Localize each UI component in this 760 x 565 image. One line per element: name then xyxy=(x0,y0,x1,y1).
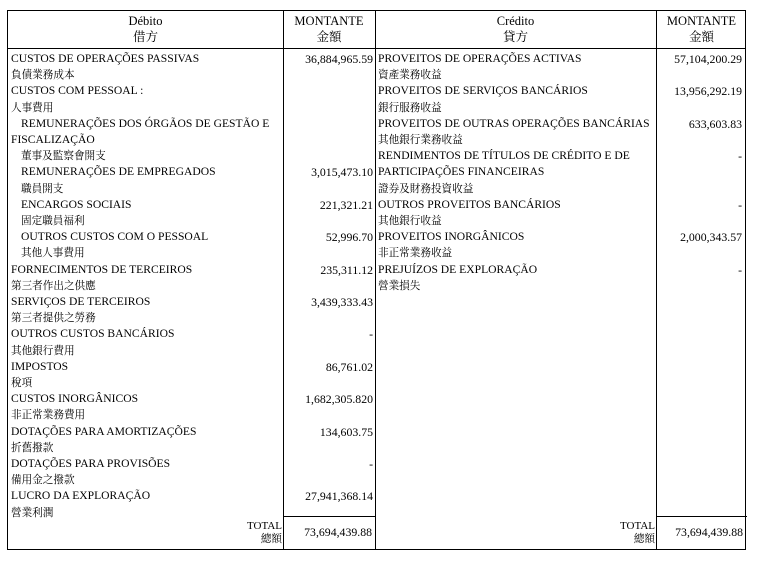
debit-item-label: CUSTOS COM PESSOAL : xyxy=(11,84,144,98)
debit-amount-header: MONTANTE 金額 xyxy=(294,14,364,44)
debit-item-label: CUSTOS INORGÂNICOS xyxy=(11,392,139,406)
debit-total-label: TOTAL 總額 xyxy=(247,520,282,545)
debit-item-label: CUSTOS DE OPERAÇÕES PASSIVAS xyxy=(11,52,200,65)
debit-item-label-zh: 第三者提供之勞務 xyxy=(11,312,96,325)
total-rule xyxy=(656,516,747,517)
debit-item-label: DOTAÇÕES PARA AMORTIZAÇÕES xyxy=(11,424,197,438)
debit-item-label-cont: FISCALIZAÇÃO xyxy=(11,133,95,146)
credit-item-label-zh: 資產業務收益 xyxy=(378,69,442,82)
debit-item-amount: - xyxy=(369,327,373,342)
credit-item-label-zh: 銀行服務收益 xyxy=(378,101,442,114)
debit-item-label-zh: 董事及監察會開支 xyxy=(21,150,106,163)
debit-item-amount: 27,941,368.14 xyxy=(305,489,373,504)
credit-item-label: PROVEITOS DE OUTRAS OPERAÇÕES BANCÁRIAS xyxy=(378,116,650,130)
header-divider xyxy=(8,48,745,49)
credit-total-amount: 73,694,439.88 xyxy=(675,525,743,539)
debit-item-amount: 1,682,305.820 xyxy=(305,392,373,407)
debit-item-amount: 134,603.75 xyxy=(319,424,373,439)
debit-item-label-zh: 職員開支 xyxy=(21,182,64,195)
debit-item-label-zh: 第三者作出之供應 xyxy=(11,279,96,292)
debit-item-amount: 3,015,473.10 xyxy=(311,165,373,180)
credit-item-label-cont: PARTICIPAÇÕES FINANCEIRAS xyxy=(378,165,545,179)
debit-item-amount: 3,439,333.43 xyxy=(311,295,373,309)
financial-statement-table xyxy=(7,10,746,550)
total-rule xyxy=(283,516,376,517)
debit-item-label: SERVIÇOS DE TERCEIROS xyxy=(11,295,151,308)
debit-item-label: IMPOSTOS xyxy=(11,359,69,373)
debit-total-amount: 73,694,439.88 xyxy=(304,525,372,539)
debit-item-label-zh: 營業利潤 xyxy=(11,506,54,519)
debit-item-label: FORNECIMENTOS DE TERCEIROS xyxy=(11,262,193,276)
credit-item-label: RENDIMENTOS DE TÍTULOS DE CRÉDITO E DE xyxy=(378,149,630,163)
credit-header: Crédito 貸方 xyxy=(496,14,535,44)
debit-item-amount: 221,321.21 xyxy=(319,197,373,212)
credit-item-label-zh: 營業損失 xyxy=(378,279,421,292)
debit-item-label: REMUNERAÇÕES DOS ÓRGÃOS DE GESTÃO E xyxy=(21,116,270,130)
debit-item-label-zh: 其他銀行費用 xyxy=(11,344,75,357)
credit-item-amount: 57,104,200.29 xyxy=(674,52,742,66)
debit-item-amount: - xyxy=(369,457,373,471)
debit-item-label-zh: 固定職員福利 xyxy=(21,215,85,227)
debit-item-label-zh: 負債業務成本 xyxy=(11,69,75,82)
debit-item-label: DOTAÇÕES PARA PROVISÕES xyxy=(11,457,171,470)
debit-item-label: ENCARGOS SOCIAIS xyxy=(21,197,132,211)
debit-item-amount: 235,311.12 xyxy=(320,262,373,277)
credit-item-label: PROVEITOS INORGÂNICOS xyxy=(378,230,525,244)
credit-item-amount: - xyxy=(738,262,742,277)
debit-item-label: REMUNERAÇÕES DE EMPREGADOS xyxy=(21,165,216,179)
credit-total-label: TOTAL 總額 xyxy=(620,520,655,545)
debit-item-label-zh: 其他人事費用 xyxy=(21,247,85,260)
credit-item-label: PROVEITOS DE SERVIÇOS BANCÁRIOS xyxy=(378,84,588,98)
debit-item-label: OUTROS CUSTOS COM O PESSOAL xyxy=(21,230,209,244)
credit-item-label: PREJUÍZOS DE EXPLORAÇÃO xyxy=(378,262,538,276)
credit-item-amount: 2,000,343.57 xyxy=(680,230,742,245)
credit-item-amount: 633,603.83 xyxy=(688,116,742,131)
column-divider xyxy=(375,11,376,549)
debit-item-label-zh: 備用金之撥款 xyxy=(11,474,75,487)
credit-item-label-zh: 其他銀行業務收益 xyxy=(378,134,463,146)
credit-item-amount: - xyxy=(738,197,742,212)
debit-item-amount: 52,996.70 xyxy=(325,230,373,245)
credit-amount-header: MONTANTE 金額 xyxy=(666,14,737,44)
debit-item-label: LUCRO DA EXPLORAÇÃO xyxy=(11,489,151,503)
credit-item-label: PROVEITOS DE OPERAÇÕES ACTIVAS xyxy=(378,52,582,65)
debit-item-label-zh: 稅項 xyxy=(11,377,33,389)
debit-item-label-zh: 折舊撥款 xyxy=(11,441,54,454)
credit-item-amount: 13,956,292.19 xyxy=(674,84,742,99)
debit-item-amount: 86,761.02 xyxy=(325,359,373,374)
debit-item-amount: 36,884,965.59 xyxy=(305,52,373,66)
debit-header: Débito 借方 xyxy=(128,14,163,44)
credit-item-label-zh: 非正常業務收益 xyxy=(378,247,453,260)
debit-item-label-zh: 人事費用 xyxy=(11,101,54,114)
debit-item-label: OUTROS CUSTOS BANCÁRIOS xyxy=(11,327,175,341)
credit-item-label-zh: 其他銀行收益 xyxy=(378,215,442,227)
credit-item-amount: - xyxy=(738,149,742,164)
credit-item-label: OUTROS PROVEITOS BANCÁRIOS xyxy=(378,197,561,211)
credit-item-label-zh: 證券及財務投資收益 xyxy=(378,182,474,195)
debit-item-label-zh: 非正常業務費用 xyxy=(11,409,86,422)
